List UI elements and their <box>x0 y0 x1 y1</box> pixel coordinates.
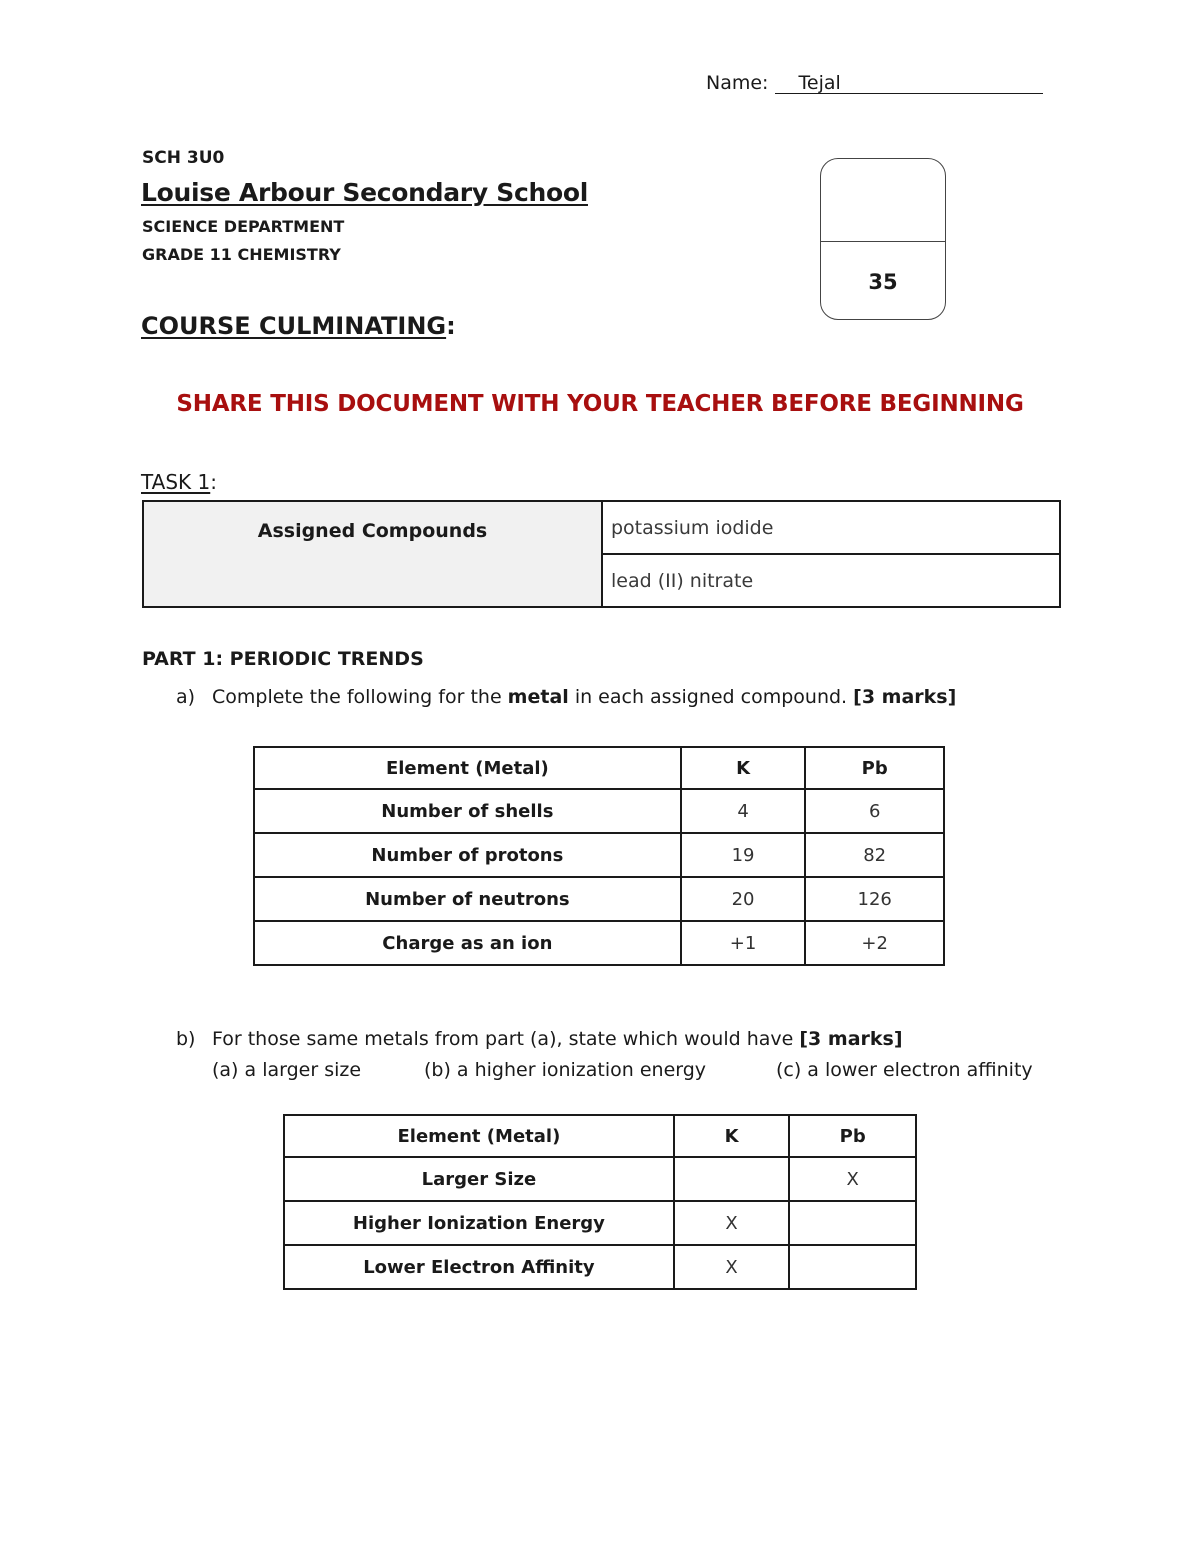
task1-heading <box>141 470 217 494</box>
column-header: Element (Metal) <box>284 1115 674 1157</box>
question-a-label: a) <box>176 686 196 708</box>
periodic-trends-table <box>283 1114 917 1290</box>
table-row <box>143 501 1060 554</box>
question-a-text-after: in each assigned compound. <box>568 686 854 708</box>
table-header-row <box>284 1115 916 1157</box>
question-b-text: For those same metals from part (a), state which would have <box>212 1028 800 1050</box>
question-b-option: (c) a lower electron affinity <box>776 1059 1033 1081</box>
table-cell[interactable]: 19 <box>681 833 806 877</box>
table-cell[interactable] <box>674 1157 790 1201</box>
mark-box <box>820 158 946 320</box>
column-header: Pb <box>789 1115 916 1157</box>
question-b-options <box>212 1059 1033 1081</box>
share-notice: SHARE THIS DOCUMENT WITH YOUR TEACHER BEFORE BEGINNING <box>176 391 1024 417</box>
table-row <box>284 1245 916 1289</box>
table-cell[interactable]: 6 <box>805 789 944 833</box>
question-a-marks: [3 marks] <box>853 686 957 708</box>
name-field[interactable]: Tejal <box>775 73 1043 94</box>
table-row <box>254 877 944 921</box>
row-label: Lower Electron Affinity <box>284 1245 674 1289</box>
mark-total: 35 <box>868 270 898 294</box>
task1-label: TASK 1 <box>141 470 211 494</box>
row-label: Larger Size <box>284 1157 674 1201</box>
assigned-compounds-table <box>142 500 1061 608</box>
table-cell[interactable] <box>789 1245 916 1289</box>
row-label: Number of neutrons <box>254 877 681 921</box>
department: SCIENCE DEPARTMENT <box>142 217 345 236</box>
page-title-text: COURSE CULMINATING <box>141 312 447 340</box>
table-cell[interactable]: X <box>674 1245 790 1289</box>
table-row <box>284 1201 916 1245</box>
mark-score-area[interactable] <box>821 159 945 242</box>
table-row <box>254 789 944 833</box>
question-a <box>176 686 956 708</box>
name-line <box>706 72 1043 94</box>
question-b <box>176 1028 903 1050</box>
table-row <box>254 833 944 877</box>
table-cell[interactable] <box>789 1201 916 1245</box>
question-b-option: (a) a larger size <box>212 1059 362 1081</box>
task1-colon: : <box>210 470 217 494</box>
table-row <box>254 921 944 965</box>
part1-heading: PART 1: PERIODIC TRENDS <box>142 648 424 670</box>
question-b-marks: [3 marks] <box>799 1028 903 1050</box>
page-title <box>141 312 456 340</box>
compound-2[interactable]: lead (II) nitrate <box>602 554 1060 607</box>
row-label: Number of shells <box>254 789 681 833</box>
compound-1[interactable]: potassium iodide <box>602 501 1060 554</box>
question-b-label: b) <box>176 1028 196 1050</box>
assigned-compounds-label: Assigned Compounds <box>143 501 602 607</box>
row-label: Number of protons <box>254 833 681 877</box>
question-b-option: (b) a higher ionization energy <box>424 1059 707 1081</box>
table-cell[interactable]: +2 <box>805 921 944 965</box>
name-label: Name: <box>706 72 769 94</box>
question-a-emphasis: metal <box>507 686 569 708</box>
table-row <box>284 1157 916 1201</box>
column-header: Pb <box>805 747 944 789</box>
table-cell[interactable]: 4 <box>681 789 806 833</box>
school-name: Louise Arbour Secondary School <box>141 178 588 207</box>
table-cell[interactable]: 126 <box>805 877 944 921</box>
table-cell[interactable]: 82 <box>805 833 944 877</box>
column-header: K <box>681 747 806 789</box>
row-label: Charge as an ion <box>254 921 681 965</box>
page-title-colon: : <box>446 312 456 340</box>
column-header: Element (Metal) <box>254 747 681 789</box>
table-cell[interactable]: 20 <box>681 877 806 921</box>
table-cell[interactable]: +1 <box>681 921 806 965</box>
table-cell[interactable]: X <box>674 1201 790 1245</box>
column-header: K <box>674 1115 790 1157</box>
metal-properties-table <box>253 746 945 966</box>
grade-label: GRADE 11 CHEMISTRY <box>142 245 341 264</box>
question-a-text-before: Complete the following for the <box>212 686 508 708</box>
table-header-row <box>254 747 944 789</box>
course-code: SCH 3U0 <box>142 148 225 168</box>
table-cell[interactable]: X <box>789 1157 916 1201</box>
row-label: Higher Ionization Energy <box>284 1201 674 1245</box>
